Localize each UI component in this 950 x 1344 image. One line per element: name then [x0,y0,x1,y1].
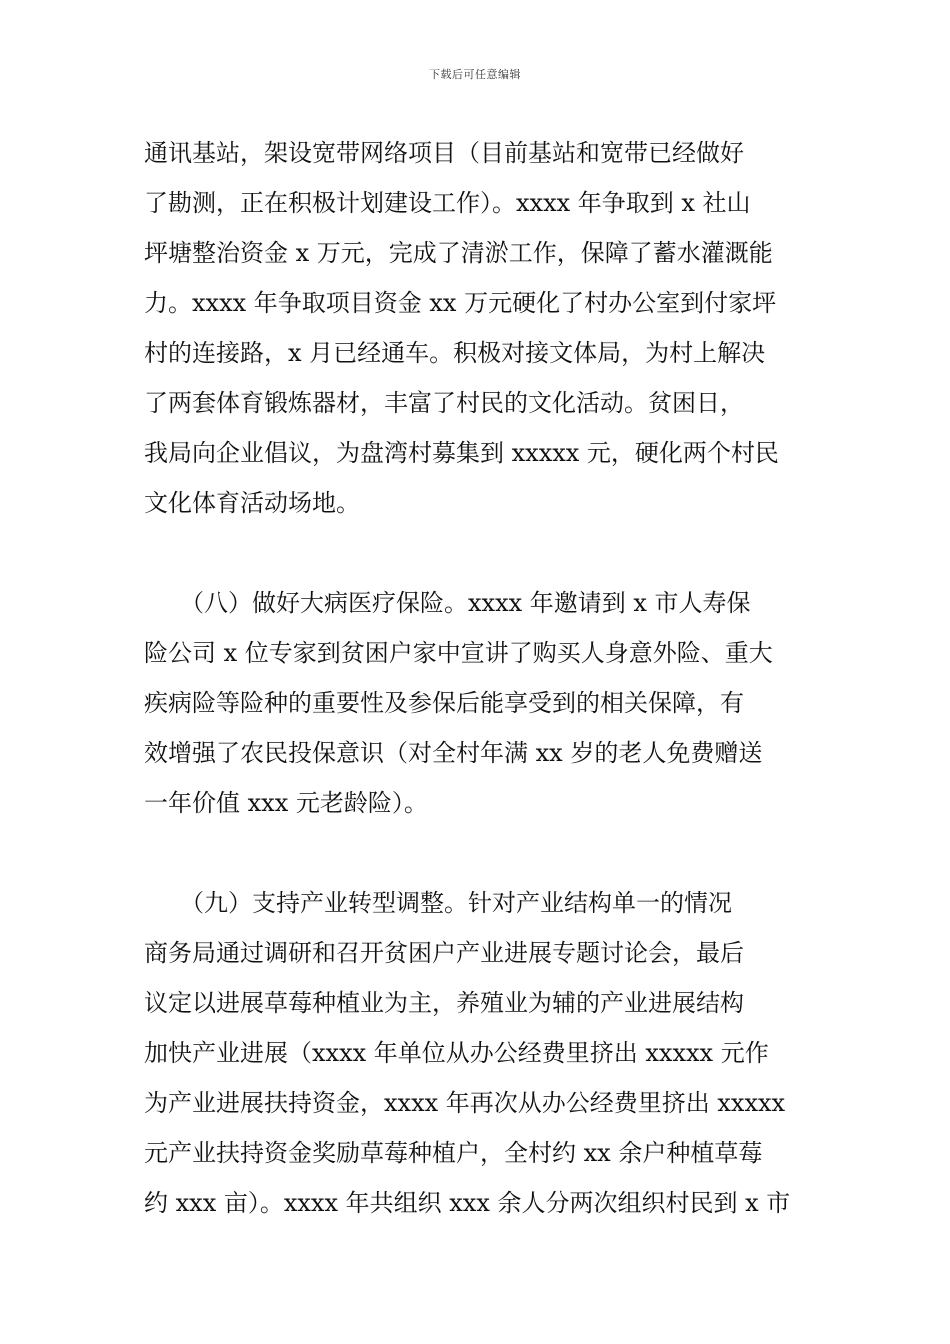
text-line: 一年价值 xxx 元老龄险）。 [144,789,428,817]
text-line: （八）做好大病医疗保险。xxxx 年邀请到 x 市人寿保 [144,589,751,617]
text-line: 力。xxxx 年争取项目资金 xx 万元硬化了村办公室到付家坪 [144,289,777,317]
text-line: 效增强了农民投保意识（对全村年满 xx 岁的老人免费赠送 [144,739,763,767]
text-line: 我局向企业倡议，为盘湾村募集到 xxxxx 元，硬化两个村民 [144,439,779,467]
paragraph-1 [144,128,809,528]
text-line: 约 xxx 亩）。xxxx 年共组织 xxx 余人分两次组织村民到 x 市 [144,1189,791,1217]
text-line: 元产业扶持资金奖励草莓种植户，全村约 xx 余户种植草莓 [144,1139,763,1167]
text-line: 文化体育活动场地。 [144,489,360,517]
text-line: 疾病险等险种的重要性及参保后能享受到的相关保障，有 [144,689,744,717]
paragraph-3 [144,878,809,1228]
text-line: （九）支持产业转型调整。针对产业结构单一的情况 [144,889,732,917]
text-line: 了两套体育锻炼器材，丰富了村民的文化活动。贫困日， [144,389,744,417]
text-line: 险公司 x 位专家到贫困户家中宣讲了购买人身意外险、重大 [144,639,773,667]
text-line: 村的连接路，x 月已经通车。积极对接文体局，为村上解决 [144,339,766,367]
text-line: 加快产业进展（xxxx 年单位从办公经费里挤出 xxxxx 元作 [144,1039,769,1067]
text-line: 坪塘整治资金 x 万元，完成了清淤工作，保障了蓄水灌溉能 [144,239,773,267]
page-header: 下载后可任意编辑 [429,68,521,81]
paragraph-spacer [144,528,809,578]
text-line: 议定以进展草莓种植业为主，养殖业为辅的产业进展结构 [144,989,744,1017]
text-line: 了勘测，正在积极计划建设工作）。xxxx 年争取到 x 社山 [144,189,751,217]
paragraph-2 [144,578,809,828]
paragraph-spacer [144,828,809,878]
document-body [144,128,809,1228]
text-line: 为产业进展扶持资金，xxxx 年再次从办公经费里挤出 xxxxx [144,1089,786,1117]
text-line: 商务局通过调研和召开贫困户产业进展专题讨论会，最后 [144,939,744,967]
text-line: 通讯基站，架设宽带网络项目（目前基站和宽带已经做好 [144,139,744,167]
